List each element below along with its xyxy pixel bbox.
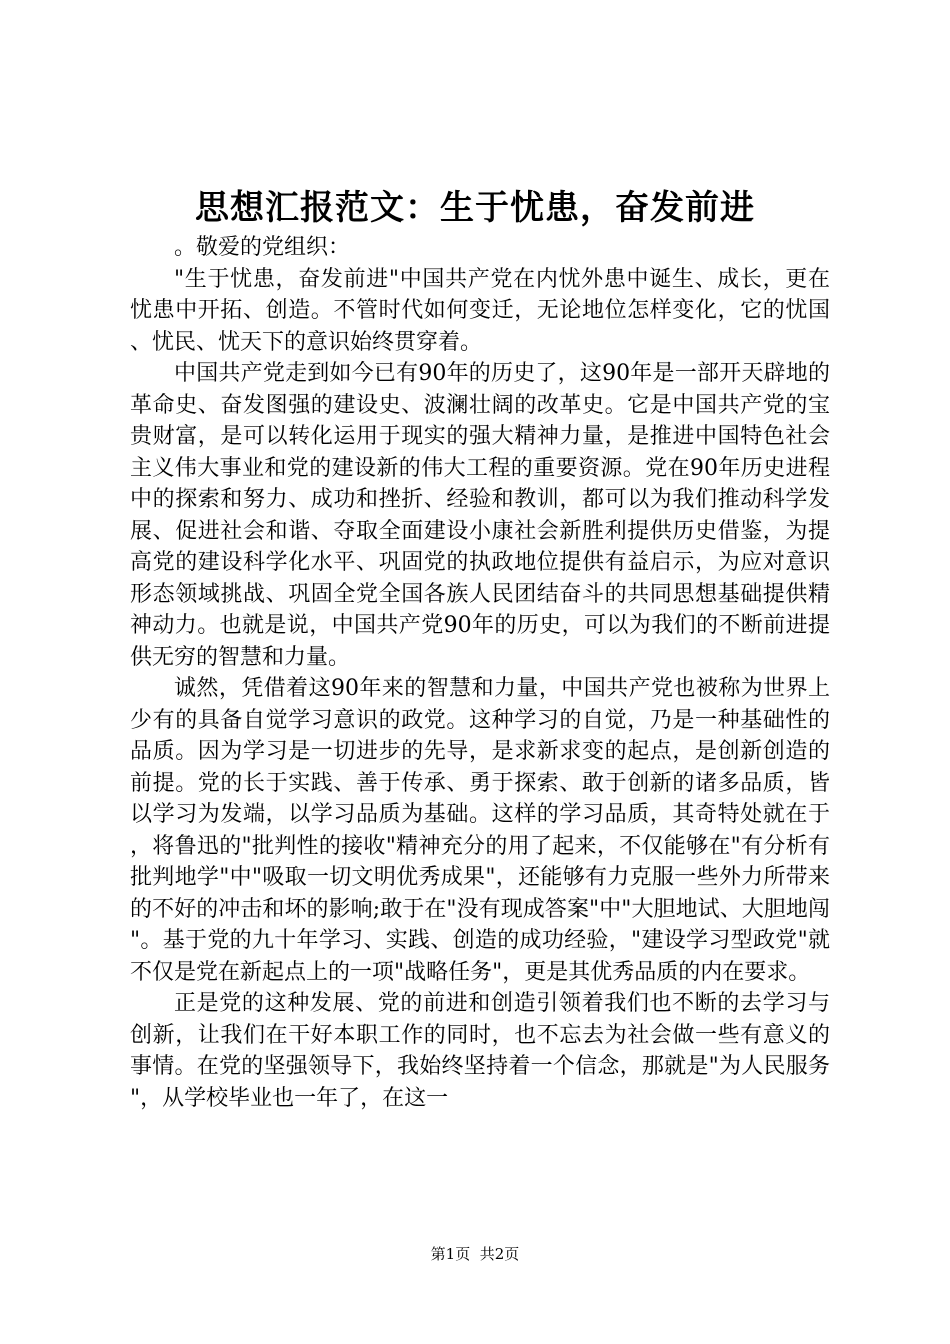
paragraph-4: 正是党的这种发展、党的前进和创造引领着我们也不断的去学习与创新，让我们在干好本职工作的同时，也不忘去为社会做一些有意义的事情。在党的坚强领导下，我始终坚持着一个信念，那就是"为人民服务"，从学校毕业也一年了，在这一 (130, 991, 830, 1111)
page-number: 第1页 (430, 1245, 471, 1263)
document-body (130, 232, 830, 1114)
document-title: 思想汇报范文：生于忧患，奋发前进 (195, 188, 755, 228)
paragraph-3: 诚然，凭借着这90年来的智慧和力量，中国共产党也被称为世界上少有的具备自觉学习意识的政党。这种学习的自觉，乃是一种基础性的品质。因为学习是一切进步的先导，是求新求变的起点，是创新创造的前提。党的长于实践、善于传承、勇于探索、敢于创新的诸多品质，皆以学习为发端，以学习品质为基础。这样的学习品质，其奇特处就在于，将鲁迅的"批判性的接收"精神充分的用了起来，不仅能够在"有分析有批判地学"中"吸取一切文明优秀成果"，还能够有力克服一些外力所带来的不好的冲击和坏的影响;敢于在"没有现成答案"中"大胆地试、大胆地闯"。基于党的九十年学习、实践、创造的成功经验，"建设学习型政党"就不仅是党在新起点上的一项"战略任务"，更是其优秀品质的内在要求。 (130, 676, 830, 985)
page-footer (0, 1244, 950, 1264)
paragraph-1: "生于忧患，奋发前进"中国共产党在内忧外患中诞生、成长，更在忧患中开拓、创造。不管时代如何变迁，无论地位怎样变化，它的忧国、忧民、忧天下的意识始终贯穿着。 (130, 266, 830, 355)
page-total: 共2页 (479, 1245, 520, 1263)
salutation: 。敬爱的党组织： (174, 235, 351, 260)
paragraph-2: 中国共产党走到如今已有90年的历史了，这90年是一部开天辟地的革命史、奋发图强的建设史、波澜壮阔的改革史。它是中国共产党的宝贵财富，是可以转化运用于现实的强大精神力量，是推进中国特色社会主义伟大事业和党的建设新的伟大工程的重要资源。党在90年历史进程中的探索和努力、成功和挫折、经验和教训，都可以为我们推动科学发展、促进社会和谐、夺取全面建设小康社会新胜利提供历史借鉴，为提高党的建设科学化水平、巩固党的执政地位提供有益启示，为应对意识形态领域挑战、巩固全党全国各族人民团结奋斗的共同思想基础提供精神动力。也就是说，中国共产党90年的历史，可以为我们的不断前进提供无穷的智慧和力量。 (130, 361, 830, 670)
